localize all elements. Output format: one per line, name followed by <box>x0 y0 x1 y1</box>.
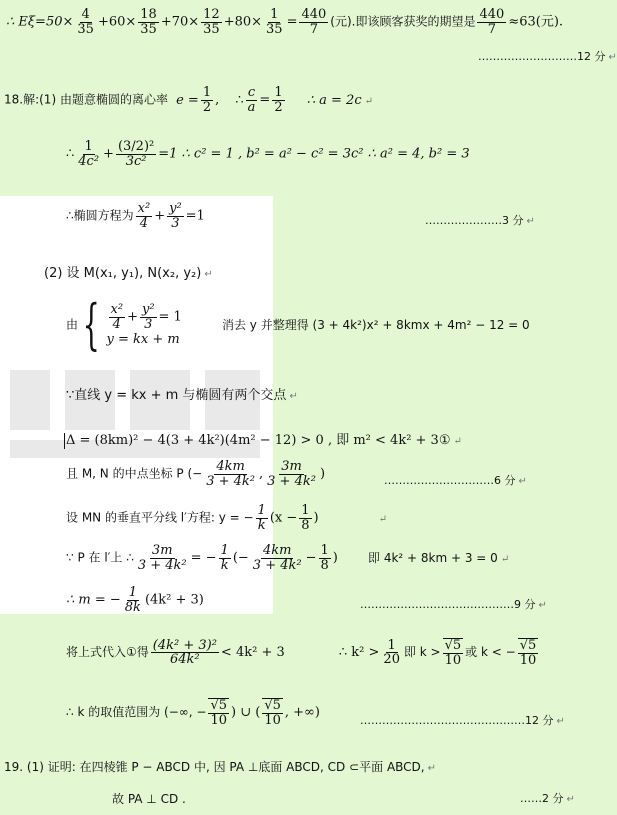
derivation-line: ∴ $\frac{1}{\text{4c²}}$ + $\frac{\text{(3/2)²}}{\text{3c²}}$ =1 ∴ c² = 1 , b² = a² − c² = 3c² ∴ a² = 4, b² = 3 <box>66 139 470 169</box>
watermark-logo <box>0 360 270 470</box>
conclusion-line: 故 PA ⊥ CD . <box>112 792 186 806</box>
k-range-line: ∴ k 的取值范围为 (−∞, − $\frac{√5}{10}$ ) ∪ ( $\frac{√5}{10}$ , +∞) <box>66 698 320 728</box>
m-expression-line: ∴ m = − $\frac{1}{8k}$ (4k² + 3) <box>66 585 204 615</box>
system-line: 由{ $\frac{\text{x²}}{4}$ + $\frac{\text{y²}}{3}$ = 1 y = kx + m 消去 y 并整理得 (3 + 4k²)x² + 8kmx + 4m² − 12 = 0 <box>66 293 530 356</box>
discriminant-line: Δ = (8km)² − 4(3 + 4k²)(4m² − 12) > 0 , 即 m² < 4k² + 3① ↵ <box>66 433 462 448</box>
expectation-line: ∴ Eξ=50× $\frac{4}{35}$ +60× $\frac{18}{35}$ +70× $\frac{12}{35}$ +80× $\frac{1}{35}$ = $\frac{440}{7}$ (元).即该顾客获奖的期望是 $\frac{440}{7}$ ≈63(元). <box>6 7 564 37</box>
midpoint-line: 且 M, N 的中点坐标 P (− $\frac{4km}{\text{3 + 4k²}}$ , $\frac{3m}{\text{3 + 4k²}}$ ) <box>66 459 326 489</box>
score-3: …………………3 分 ↵ <box>425 214 535 227</box>
intersection-line: ∵直线 y = kx + m 与椭圆有两个交点 ↵ <box>66 388 298 403</box>
score-12-a: ………………………12 分 ↵ <box>478 50 617 63</box>
problem-19-line: 19. (1) 证明: 在四棱锥 P − ABCD 中, 因 PA ⊥底面 ABCD, CD ⊂平面 ABCD, ↵ <box>4 760 437 774</box>
problem-18-line: 18.解:(1) 由题意椭圆的离心率 e = $\frac{1}{2}$ , ∴ $\frac{c}{a}$ = $\frac{1}{2}$ ∴ a = 2c ↵ <box>4 85 374 115</box>
score-12-b: ………………………………………12 分 ↵ <box>360 714 565 727</box>
score-9: ……………………………………9 分 ↵ <box>360 598 547 611</box>
ellipse-equation-line: ∴椭圆方程为 $\frac{\text{x²}}{4}$ + $\frac{\text{y²}}{3}$ =1 <box>66 201 205 231</box>
part2-line: (2) 设 M(x₁, y₁), N(x₂, y₂) ↵ <box>44 266 213 281</box>
score-2: ……2 分 ↵ <box>520 792 575 805</box>
range-derivation-line: 将上式代入①得 $\frac{\text{(4k² + 3)²}}{\text{64k²}}$ < 4k² + 3 ∴ k² > $\frac{1}{20}$ 即 k > $\frac{√5}{10}$ 或 k < − $\frac{√5}{10}$ <box>66 637 537 668</box>
substitution-line: ∵ P 在 l′上 ∴ $\frac{3m}{\text{3 + 4k²}}$ = − $\frac{1}{k}$ (− $\frac{4km}{\text{3 + 4k²}}$ − $\frac{1}{8}$ ) 即 4k² + 8km + 3 = 0 ↵ <box>66 543 510 573</box>
score-6: …………………………6 分 ↵ <box>384 474 527 487</box>
bisector-line: 设 MN 的垂直平分线 l′方程: y = − $\frac{1}{k}$ (x − $\frac{1}{8}$ ) ↵ <box>66 503 387 533</box>
